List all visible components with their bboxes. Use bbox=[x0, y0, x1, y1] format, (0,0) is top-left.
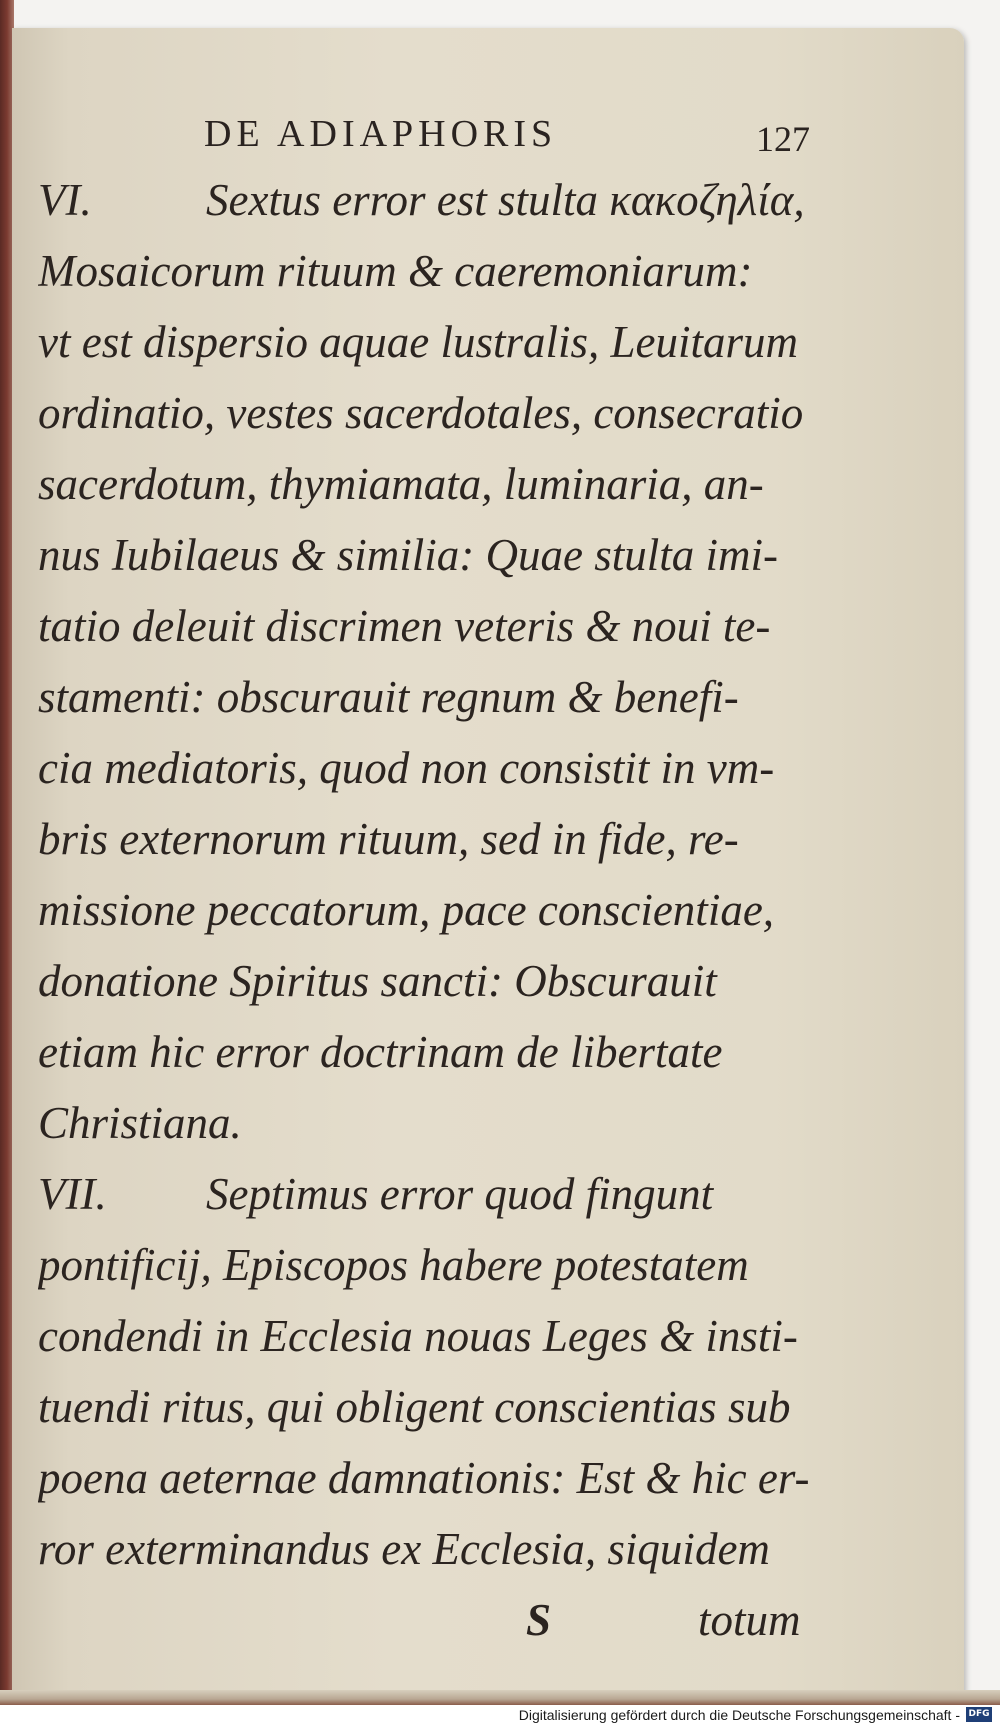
text-line: cia mediatoris, quod non consistit in vm- bbox=[38, 743, 775, 793]
body-text bbox=[38, 165, 830, 1656]
text-line: nus Iubilaeus & similia: Quae stulta imi- bbox=[38, 530, 778, 580]
text-line: Christiana. bbox=[38, 1098, 242, 1148]
text-line: sacerdotum, thymiamata, luminaria, an- bbox=[38, 459, 764, 509]
catchword-line bbox=[38, 1585, 830, 1656]
text-line: poena aeternae damnationis: Est & hic er- bbox=[38, 1453, 810, 1503]
signature-mark: S bbox=[526, 1595, 552, 1645]
text-line: etiam hic error doctrinam de libertate bbox=[38, 1027, 723, 1077]
funding-credit: Digitalisierung gefördert durch die Deutsche Forschungsgemeinschaft - bbox=[518, 1707, 960, 1723]
text-line: ordinatio, vestes sacerdotales, consecratio bbox=[38, 388, 804, 438]
text-line: donatione Spiritus sancti: Obscurauit bbox=[38, 956, 717, 1006]
text-line: condendi in Ecclesia nouas Leges & insti- bbox=[38, 1311, 798, 1361]
text-line: tatio deleuit discrimen veteris & noui te- bbox=[38, 601, 771, 651]
text-line bbox=[38, 165, 830, 236]
text-line: Mosaicorum rituum & caeremoniarum: bbox=[38, 246, 753, 296]
page-number: 127 bbox=[756, 119, 810, 159]
text-line: pontificij, Episcopos habere potestatem bbox=[38, 1240, 749, 1290]
text-line: bris externorum rituum, sed in fide, re- bbox=[38, 814, 739, 864]
text-line: ror exterminandus ex Ecclesia, siquidem bbox=[38, 1524, 770, 1574]
line-text: Sextus error est stulta κακοζηλία, bbox=[206, 175, 805, 225]
text-line: vt est dispersio aquae lustralis, Leuitarum bbox=[38, 317, 799, 367]
line-text: Septimus error quod fingunt bbox=[206, 1169, 714, 1219]
page-bottom-edge bbox=[0, 1690, 1000, 1705]
section-numeral: VI. bbox=[38, 175, 92, 225]
section-numeral: VII. bbox=[38, 1169, 107, 1219]
text-line bbox=[38, 1159, 830, 1230]
catchword: totum bbox=[698, 1595, 801, 1645]
text-line: tuendi ritus, qui obligent conscientias sub bbox=[38, 1382, 791, 1432]
text-line: missione peccatorum, pace conscientiae, bbox=[38, 885, 775, 935]
text-line: stamenti: obscurauit regnum & benefi- bbox=[38, 672, 739, 722]
running-head: DE ADIAPHORIS bbox=[204, 113, 558, 155]
dfg-logo: DFG bbox=[966, 1707, 992, 1722]
